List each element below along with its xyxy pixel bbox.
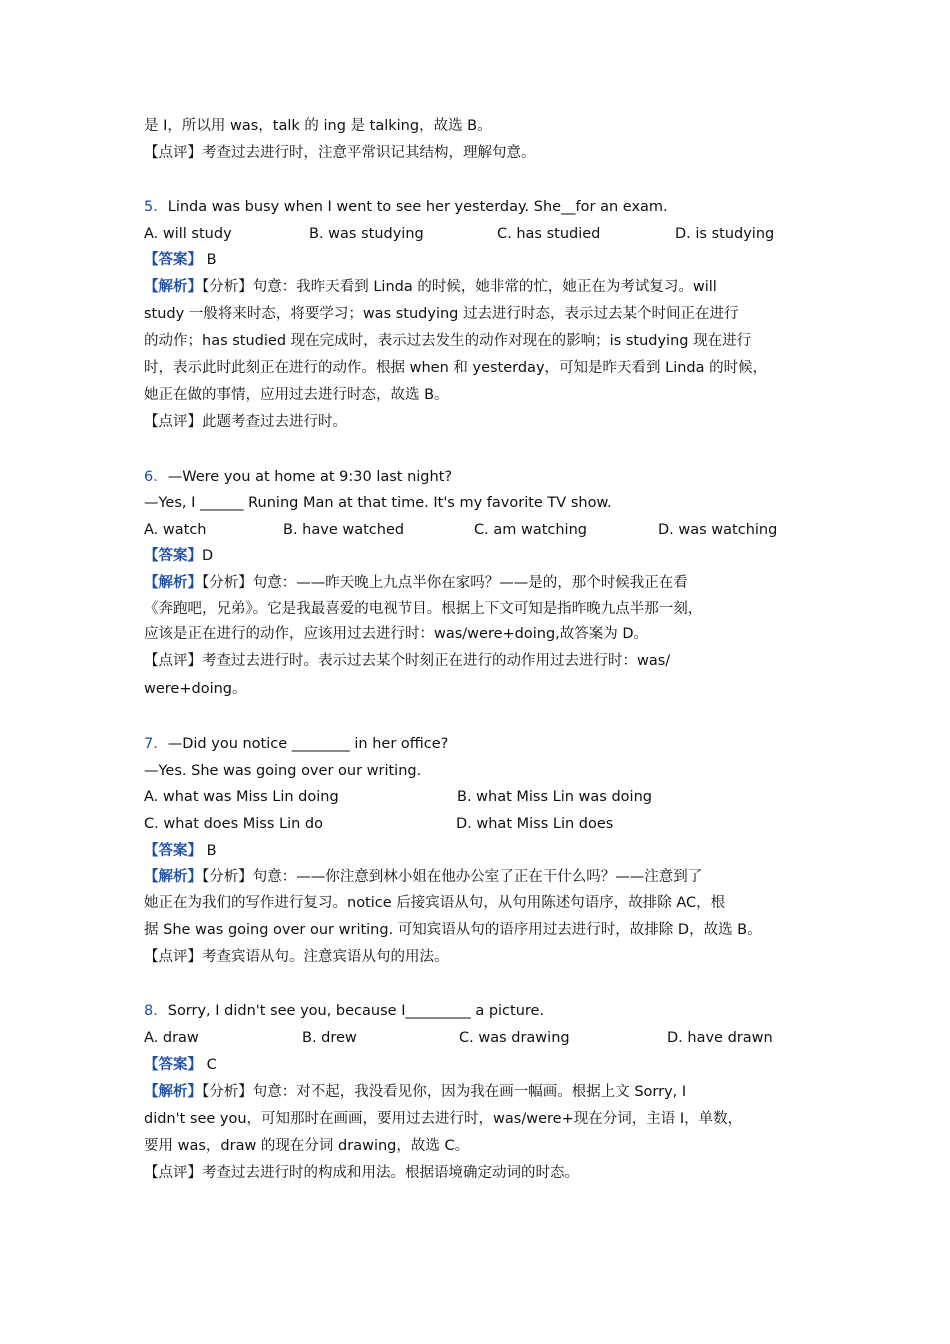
question-6-option-b: B. have watched: [283, 522, 405, 538]
answer-value: B: [206, 843, 217, 859]
question-8-option-c: C. was drawing: [459, 1030, 570, 1046]
analysis-text: 【分析】句意：——你注意到林小姐在他办公室了正在干什么吗？——注意到了: [202, 869, 703, 885]
question-7-option-c: C. what does Miss Lin do: [144, 816, 323, 832]
answer-value: D: [202, 548, 214, 564]
question-6-analysis-line-2: 《奔跑吧，兄弟》。它是我最喜爱的电视节目。根据上下文可知是指昨晚九点半那一刻，: [144, 601, 703, 617]
question-5-analysis-line-2: study 一般将来时态，将要学习；was studying 过去进行时态，表示过去某个时间正在进行: [144, 306, 739, 322]
question-8-number: 8．: [144, 1003, 168, 1019]
question-5-option-d: D. is studying: [675, 226, 775, 242]
question-5-option-c: C. has studied: [497, 226, 601, 242]
question-7-answer: [144, 841, 217, 861]
question-6-option-c: C. am watching: [474, 522, 587, 538]
analysis-tag: 【解析】: [144, 869, 202, 885]
question-8-analysis-line-1: [144, 1082, 686, 1102]
analysis-text: 【分析】句意：对不起，我没看见你，因为我在画一幅画。根据上文 Sorry, I: [202, 1084, 687, 1100]
question-5-text: Linda was busy when I went to see her yesterday. She__for an exam.: [167, 199, 668, 215]
question-8-comment: 【点评】考查过去进行时的构成和用法。根据语境确定动词的时态。: [144, 1165, 579, 1181]
intro-line: 是 I，所以用 was，talk 的 ing 是 talking，故选 B。: [144, 118, 492, 134]
answer-tag: 【答案】: [144, 548, 202, 564]
question-6-option-d: D. was watching: [658, 522, 778, 538]
question-7-stem-1: [144, 734, 448, 754]
question-6-text: —Were you at home at 9:30 last night?: [167, 469, 453, 485]
question-7-number: 7．: [144, 736, 168, 752]
question-8-option-b: B. drew: [302, 1030, 357, 1046]
question-5-answer: [144, 250, 217, 270]
question-6-stem-2: —Yes, I ______ Runing Man at that time. It's my favorite TV show.: [144, 495, 612, 511]
question-8-analysis-line-2: didn't see you，可知那时在画画，要用过去进行时，was/were+现在分词，主语 I，单数，: [144, 1111, 743, 1127]
analysis-tag: 【解析】: [144, 279, 202, 295]
answer-tag: 【答案】: [144, 843, 202, 859]
analysis-tag: 【解析】: [144, 575, 202, 591]
question-6-comment-2: were+doing。: [144, 681, 247, 697]
question-6-answer: [144, 546, 213, 566]
question-6-analysis-line-1: [144, 573, 688, 593]
question-5-analysis-line-5: 她正在做的事情，应用过去进行时态，故选 B。: [144, 387, 449, 403]
answer-tag: 【答案】: [144, 252, 202, 268]
question-7-text: —Did you notice ________ in her office?: [167, 736, 449, 752]
analysis-text: 【分析】句意：我昨天看到 Linda 的时候，她非常的忙，她正在为考试复习。will: [202, 279, 717, 295]
question-8-analysis-line-3: 要用 was，draw 的现在分词 drawing，故选 C。: [144, 1138, 470, 1154]
question-5-option-a: A. will study: [144, 226, 232, 242]
question-5-stem: [144, 197, 668, 217]
question-6-stem-1: [144, 467, 452, 487]
question-6-option-a: A. watch: [144, 522, 207, 538]
question-7-option-a: A. what was Miss Lin doing: [144, 789, 339, 805]
question-8-option-a: A. draw: [144, 1030, 199, 1046]
analysis-tag: 【解析】: [144, 1084, 202, 1100]
intro-comment: 【点评】考查过去进行时，注意平常识记其结构，理解句意。: [144, 145, 536, 161]
question-5-comment: 【点评】此题考查过去进行时。: [144, 414, 347, 430]
question-6-comment-1: 【点评】考查过去进行时。表示过去某个时刻正在进行的动作用过去进行时：was/: [144, 653, 671, 669]
answer-value: B: [206, 252, 217, 268]
question-8-option-d: D. have drawn: [667, 1030, 773, 1046]
question-7-option-d: D. what Miss Lin does: [456, 816, 614, 832]
question-7-stem-2: —Yes. She was going over our writing.: [144, 763, 422, 779]
analysis-text: 【分析】句意：——昨天晚上九点半你在家吗？——是的，那个时候我正在看: [202, 575, 688, 591]
question-8-stem: [144, 1001, 544, 1021]
question-7-analysis-line-3: 据 She was going over our writing. 可知宾语从句的语序用过去进行时，故排除 D，故选 B。: [144, 922, 762, 938]
question-8-answer: [144, 1055, 217, 1075]
question-7-analysis-line-2: 她正在为我们的写作进行复习。notice 后接宾语从句，从句用陈述句语序，故排除 AC，根: [144, 895, 726, 911]
answer-value: C: [206, 1057, 217, 1073]
question-6-number: 6．: [144, 469, 168, 485]
question-8-text: Sorry, I didn't see you, because I_________ a picture.: [167, 1003, 545, 1019]
question-7-analysis-line-1: [144, 867, 702, 887]
question-5-option-b: B. was studying: [309, 226, 424, 242]
question-5-analysis-line-1: [144, 277, 717, 297]
question-5-analysis-line-3: 的动作；has studied 现在完成时，表示过去发生的动作对现在的影响；is studying 现在进行: [144, 333, 752, 349]
question-7-option-b: B. what Miss Lin was doing: [457, 789, 652, 805]
question-5-analysis-line-4: 时，表示此时此刻正在进行的动作。根据 when 和 yesterday，可知是昨天看到 Linda 的时候，: [144, 360, 768, 376]
question-5-number: 5．: [144, 199, 168, 215]
answer-tag: 【答案】: [144, 1057, 202, 1073]
question-7-comment: 【点评】考查宾语从句。注意宾语从句的用法。: [144, 949, 449, 965]
question-6-analysis-line-3: 应该是正在进行的动作，应该用过去进行时：was/were+doing,故答案为 D。: [144, 626, 649, 642]
